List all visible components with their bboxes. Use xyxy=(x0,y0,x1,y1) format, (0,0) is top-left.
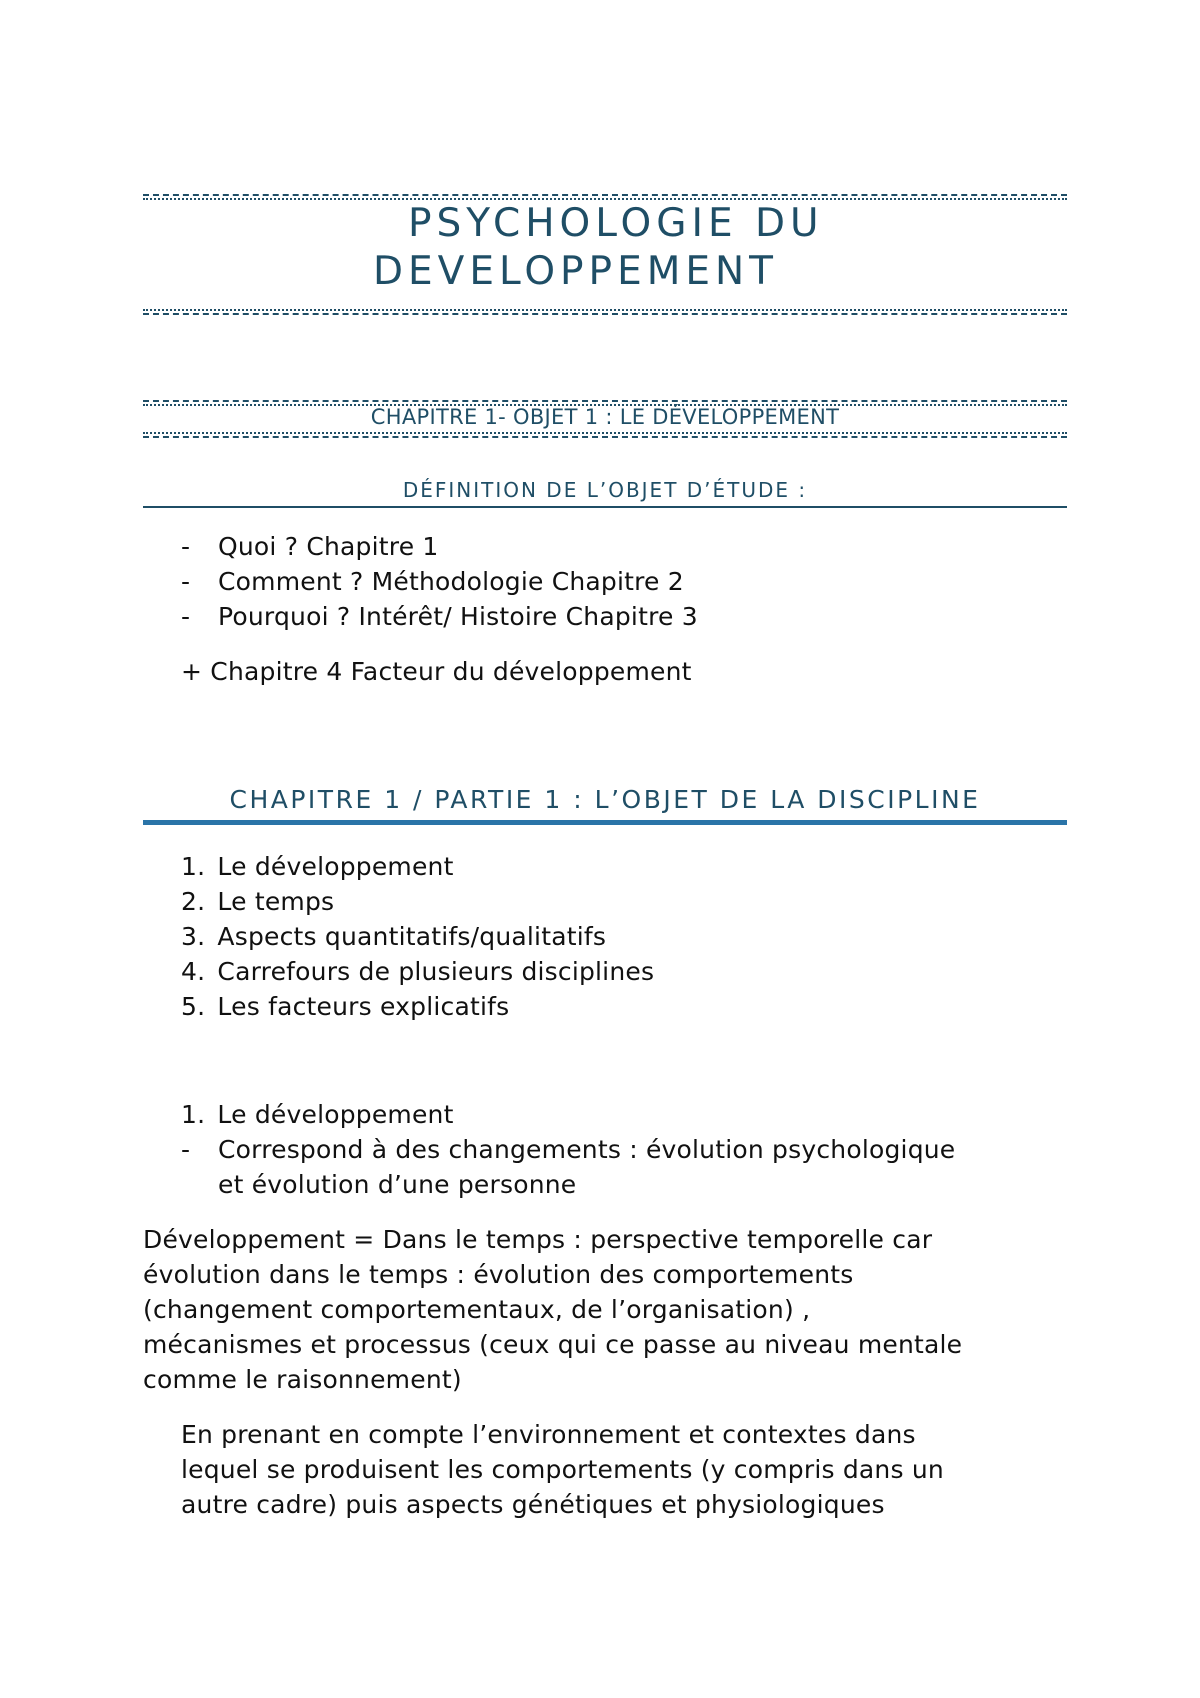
section-number: 1. xyxy=(181,1100,206,1129)
bullet-text-line-1: Correspond à des changements : évolution psychologique xyxy=(218,1135,956,1164)
list-dash: - xyxy=(181,532,191,561)
title-rule-bottom xyxy=(143,313,1067,315)
outline-text: Le temps xyxy=(217,887,335,916)
bullet-text-line-2: et évolution d’une personne xyxy=(218,1170,577,1199)
part-heading: CHAPITRE 1 / PARTIE 1 : L’OBJET DE LA DISCIPLINE xyxy=(229,785,981,814)
outline-number: 2. xyxy=(181,887,206,916)
paragraph-environment xyxy=(181,1417,944,1522)
question-item xyxy=(181,564,684,599)
outline-text: Aspects quantitatifs/qualitatifs xyxy=(217,922,607,951)
paragraph-line: En prenant en compte l’environnement et contextes dans xyxy=(181,1420,916,1449)
title-rule-top xyxy=(143,194,1067,196)
title-line-1: PSYCHOLOGIE DU xyxy=(408,201,824,246)
document-title xyxy=(143,200,1067,296)
question-text: Pourquoi ? Intérêt/ Histoire Chapitre 3 xyxy=(218,602,698,631)
question-item xyxy=(181,529,439,564)
paragraph-line: mécanismes et processus (ceux qui ce passe au niveau mentale xyxy=(143,1330,963,1359)
section-heading-text: Le développement xyxy=(217,1100,454,1129)
chapter-rule-bottom-inner xyxy=(143,432,1067,434)
outline-number: 5. xyxy=(181,992,206,1021)
list-dash: - xyxy=(181,602,191,631)
outline-number: 3. xyxy=(181,922,206,951)
outline-item xyxy=(181,989,509,1024)
outline-text: Le développement xyxy=(217,852,454,881)
definition-underline xyxy=(143,506,1067,508)
paragraph-line: évolution dans le temps : évolution des comportements xyxy=(143,1260,854,1289)
outline-number: 1. xyxy=(181,852,206,881)
question-text: Quoi ? Chapitre 1 xyxy=(218,532,439,561)
extra-chapter-line: + Chapitre 4 Facteur du développement xyxy=(181,657,692,686)
chapter-box-title: CHAPITRE 1- OBJET 1 : LE DÉVELOPPEMENT xyxy=(370,405,840,429)
outline-item xyxy=(181,954,654,989)
chapter-rule-top xyxy=(143,400,1067,402)
chapter-rule-bottom xyxy=(143,436,1067,438)
paragraph-line: lequel se produisent les comportements (y compris dans un xyxy=(181,1455,944,1484)
paragraph-development xyxy=(143,1222,962,1397)
outline-number: 4. xyxy=(181,957,206,986)
outline-text: Les facteurs explicatifs xyxy=(217,992,510,1021)
paragraph-line: Développement = Dans le temps : perspective temporelle car xyxy=(143,1225,933,1254)
outline-item xyxy=(181,884,334,919)
paragraph-line: comme le raisonnement) xyxy=(143,1365,462,1394)
definition-heading: DÉFINITION DE L’OBJET D’ÉTUDE : xyxy=(402,478,808,502)
title-line-2: DEVELOPPEMENT xyxy=(373,249,778,294)
outline-item xyxy=(181,849,454,884)
title-rule-bottom-inner xyxy=(143,309,1067,311)
outline-item xyxy=(181,919,606,954)
list-dash: - xyxy=(181,1135,191,1164)
section-bullet xyxy=(181,1132,955,1167)
section-heading xyxy=(181,1097,454,1132)
question-item xyxy=(181,599,698,634)
paragraph-line: (changement comportementaux, de l’organisation) , xyxy=(143,1295,811,1324)
question-text: Comment ? Méthodologie Chapitre 2 xyxy=(218,567,684,596)
list-dash: - xyxy=(181,567,191,596)
outline-text: Carrefours de plusieurs disciplines xyxy=(217,957,655,986)
part-heading-underline xyxy=(143,820,1067,825)
paragraph-line: autre cadre) puis aspects génétiques et physiologiques xyxy=(181,1490,885,1519)
